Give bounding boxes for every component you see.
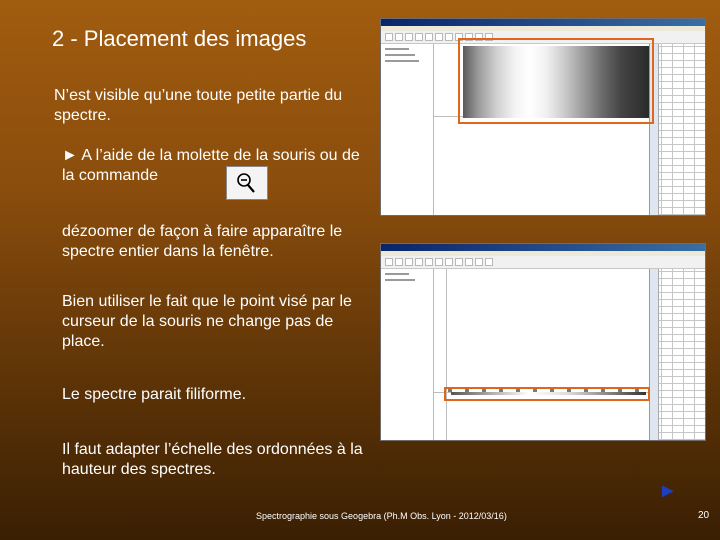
- paragraph-zoom-instruction: ► A l’aide de la molette de la souris ou de la commande: [62, 147, 360, 184]
- paragraph-visible-part: N’est visible qu’une toute petite partie du spectre.: [54, 87, 343, 124]
- footer-text: Spectrographie sous Geogebra (Ph.M Obs. Lyon - 2012/03/16): [256, 511, 507, 521]
- spreadsheet-view: [649, 44, 705, 215]
- algebra-view: [381, 44, 434, 215]
- algebra-view: [381, 269, 434, 440]
- next-slide-arrow[interactable]: ►: [658, 480, 678, 502]
- spreadsheet-view: [649, 269, 705, 440]
- highlight-frame-thin-spectrum: [444, 387, 650, 401]
- paragraph-scale: Il faut adapter l’échelle des ordonnées à la hauteur des spectres.: [62, 441, 363, 478]
- window-titlebar: [381, 244, 705, 251]
- zoom-out-icon: [227, 167, 267, 199]
- paragraph-dezoom: dézoomer de façon à faire apparaître le spectre entier dans la fenêtre.: [62, 223, 343, 260]
- slide-title: 2 - Placement des images: [52, 26, 307, 51]
- window-toolbar: [381, 256, 705, 269]
- geogebra-screenshot-zoomed-out: [380, 243, 706, 441]
- paragraph-cursor-point: Bien utiliser le fait que le point visé par le curseur de la souris ne change pas de place.: [62, 293, 352, 350]
- zoom-out-button[interactable]: [226, 166, 268, 200]
- paragraph-filiform: Le spectre parait filiforme.: [62, 386, 247, 403]
- page-number: 20: [698, 510, 710, 521]
- highlight-frame-spectrum: [458, 38, 654, 124]
- graphics-view: [434, 269, 649, 440]
- window-titlebar: [381, 19, 705, 26]
